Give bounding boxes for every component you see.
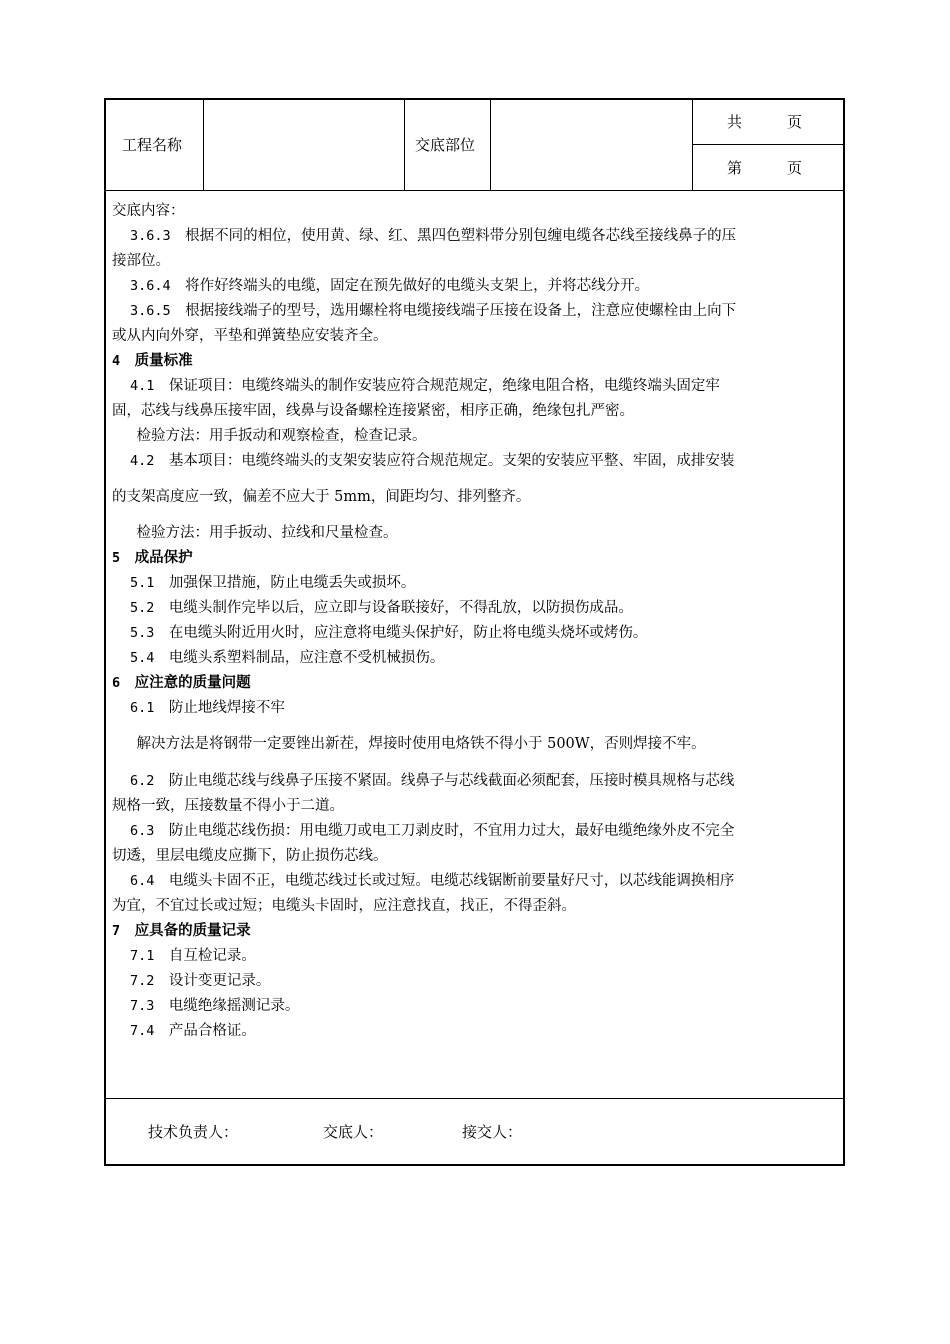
clause-number: 6.1 [130,700,155,716]
content-line [130,949,256,964]
clause-text: 或从内向外穿，平垫和弹簧垫应安装齐全。 [112,328,388,344]
page-cell-divider [692,144,845,145]
content-line [130,1024,256,1039]
clause-number: 7.2 [130,973,155,989]
clause-text: 基本项目：电缆终端头的支架安装应符合规范规定。支架的安装应平整、牢固，成排安装 [154,453,735,469]
content-line [130,304,736,319]
content-line [130,974,270,989]
content-line [122,526,398,541]
clause-text: 保证项目：电缆终端头的制作安装应符合规范规定，绝缘电阻合格，电缆终端头固定牢 [154,378,720,394]
content-line [130,229,736,244]
clause-number: 4 [112,353,121,369]
header-divider-3 [490,98,491,191]
content-line [130,576,415,591]
clause-text: 设计变更记录。 [154,973,271,989]
clause-number: 3.6.5 [130,303,171,319]
content-line [122,737,706,752]
clause-text: 自互检记录。 [154,948,256,964]
clause-text: 切透，里层电缆皮应撕下，防止损伤芯线。 [112,848,388,864]
clause-text: 防止地线焊接不牢 [154,700,285,716]
content-line [130,999,299,1014]
section-heading [112,924,251,939]
clause-number: 6.4 [130,873,155,889]
clause-number: 6.3 [130,823,155,839]
content-line [130,626,647,641]
clause-number: 3.6.3 [130,228,171,244]
clause-number: 7.1 [130,948,155,964]
clause-number: 4.1 [130,378,155,394]
clause-text: 电缆绝缘摇测记录。 [154,998,300,1014]
content-line [130,454,734,469]
clause-text: 应具备的质量记录 [120,923,251,939]
footer-top-border [104,1098,845,1099]
clause-number: 5.2 [130,600,155,616]
clause-number: 5.1 [130,575,155,591]
content-line [130,874,734,889]
clause-number: 5 [112,550,121,566]
clause-text: 将作好终端头的电缆，固定在预先做好的电缆头支架上，并将芯线分开。 [170,278,650,294]
section-heading [112,676,251,691]
content-line [122,429,427,444]
content-line [112,254,170,269]
receiver-signature-label: 接交人： [462,1123,523,1141]
section-heading [112,354,193,369]
content-line [112,899,576,914]
clause-text: 的支架高度应一致，偏差不应大于 5mm，间距均匀、排列整齐。 [112,489,531,505]
clause-text: 为宜，不宜过长或过短；电缆头卡固时，应注意找直，找正，不得歪斜。 [112,898,576,914]
content-line [112,404,634,419]
clause-text: 检验方法：用手扳动、拉线和尺量检查。 [122,525,398,541]
clause-number: 7 [112,923,121,939]
content-line [130,651,444,666]
clause-text: 检验方法：用手扳动和观察检查，检查记录。 [122,428,427,444]
clause-text: 固，芯线与线鼻压接牢固，线鼻与设备螺栓连接紧密，相序正确，绝缘包扎严密。 [112,403,634,419]
header-divider-2 [404,98,405,191]
tech-lead-signature-label: 技术负责人： [148,1123,239,1141]
content-line [130,701,285,716]
clause-text: 在电缆头附近用火时，应注意将电缆头保护好，防止将电缆头烧坏或烤伤。 [154,625,648,641]
clause-text: 防止电缆芯线伤损：用电缆刀或电工刀剥皮时，不宜用力过大，最好电缆绝缘外皮不完全 [154,823,735,839]
clause-text: 防止电缆芯线与线鼻子压接不紧固。线鼻子与芯线截面必须配套，压接时模具规格与芯线 [154,773,735,789]
clause-text: 电缆头系塑料制品，应注意不受机械损伤。 [154,650,445,666]
clause-number: 3.6.4 [130,278,171,294]
clause-text: 加强保卫措施，防止电缆丢失或损坏。 [154,575,416,591]
clause-number: 6.2 [130,773,155,789]
content-intro: 交底内容： [112,203,185,219]
page-number-field: 第 页 [727,159,803,177]
clause-text: 电缆头卡固不正，电缆芯线过长或过短。电缆芯线锯断前要量好尺寸，以芯线能调换相序 [154,873,735,889]
clause-text: 应注意的质量问题 [120,675,251,691]
clause-number: 7.3 [130,998,155,1014]
content-line [112,799,344,814]
content-line [130,601,633,616]
header-bottom-border [104,190,845,191]
content-line [130,824,734,839]
clause-number: 5.3 [130,625,155,641]
clause-number: 4.2 [130,453,155,469]
clause-number: 5.4 [130,650,155,666]
clause-text: 根据接线端子的型号，选用螺栓将电缆接线端子压接在设备上，注意应使螺栓由上向下 [170,303,737,319]
content-line [112,329,388,344]
content-line [130,774,734,789]
content-line [112,849,388,864]
clause-number: 7.4 [130,1023,155,1039]
project-name-label: 工程名称 [122,136,183,154]
handover-location-label: 交底部位 [415,136,476,154]
content-line [112,490,530,505]
clause-text: 质量标准 [120,353,193,369]
clause-text: 解决方法是将钢带一定要锉出新茬，焊接时使用电烙铁不得小于 500W，否则焊接不牢。 [122,736,706,752]
section-heading [112,551,193,566]
total-pages-field: 共 页 [727,113,803,131]
content-line [130,279,649,294]
handover-person-signature-label: 交底人： [323,1123,384,1141]
clause-number: 6 [112,675,121,691]
clause-text: 电缆头制作完毕以后，应立即与设备联接好，不得乱放，以防损伤成品。 [154,600,633,616]
clause-text: 成品保护 [120,550,193,566]
clause-text: 规格一致，压接数量不得小于二道。 [112,798,344,814]
header-divider-1 [203,98,204,191]
clause-text: 根据不同的相位，使用黄、绿、红、黑四色塑料带分别包缠电缆各芯线至接线鼻子的压 [170,228,737,244]
clause-text: 产品合格证。 [154,1023,256,1039]
content-line [130,379,720,394]
clause-text: 接部位。 [112,253,170,269]
